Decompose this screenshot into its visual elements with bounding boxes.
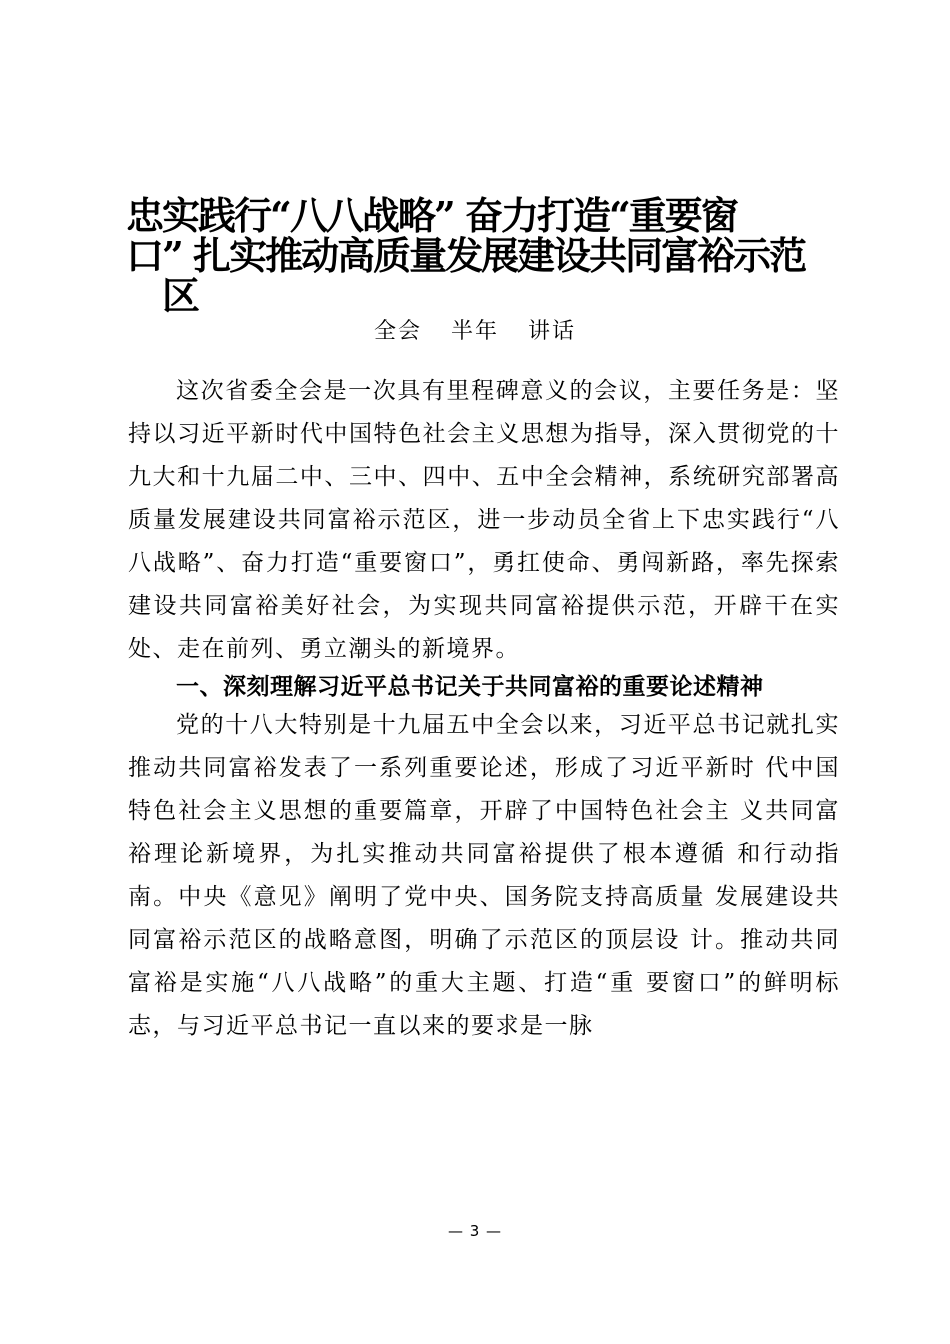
title-line-1: 忠实践行“八八战略” 奋力打造“重要窗 — [126, 193, 737, 238]
paragraph-section-1: 党的十八大特别是十九届五中全会以来，习近平总书记就扎实推动共同富裕发表了一系列重要论述，形成了习近平新时 代中国特色社会主义思想的重要篇章，开辟了中国特色社会主 义共同富裕理论新境界，为扎实推动共同富裕提供了根本遵循 和行动指南。中央《意见》阐明了党中央、国务院支持高质量 发展建设共同富裕示范区的战略意图，明确了示范区的顶层设 计。推动共同富裕是实施“八八战略”的重大主题、打造“重 要窗口”的鲜明标志，与习近平总书记一直以来的要求是一脉 — [128, 712, 840, 1039]
document-title — [126, 193, 846, 318]
page-number: — 3 — — [447, 1222, 503, 1240]
paragraph-intro: 这次省委全会是一次具有里程碑意义的会议，主要任务是：坚持以习近平新时代中国特色社会主义思想为指导，深入贯彻党的十九大和十九届二中、三中、四中、五中全会精神，系统研究部署高质量发展建设共同富裕示范区，进一步动员全省上下忠实践行“八八战略”、奋力打造“重要窗口”，勇扛使命、勇闯新路，率先探索建设共同富裕美好社会，为实现共同富裕提供示范，开辟干在实处、走在前列、勇立潮头的新境界。 — [128, 378, 840, 662]
byline: 全会 半年 讲话 — [374, 319, 576, 344]
title-line-3: 区 — [162, 273, 199, 318]
section-heading: 一、深刻理解习近平总书记关于共同富裕的重要论述精神 — [176, 673, 764, 700]
title-line-2: 口” 扎实推动高质量发展建设共同富裕示范 — [126, 233, 806, 278]
